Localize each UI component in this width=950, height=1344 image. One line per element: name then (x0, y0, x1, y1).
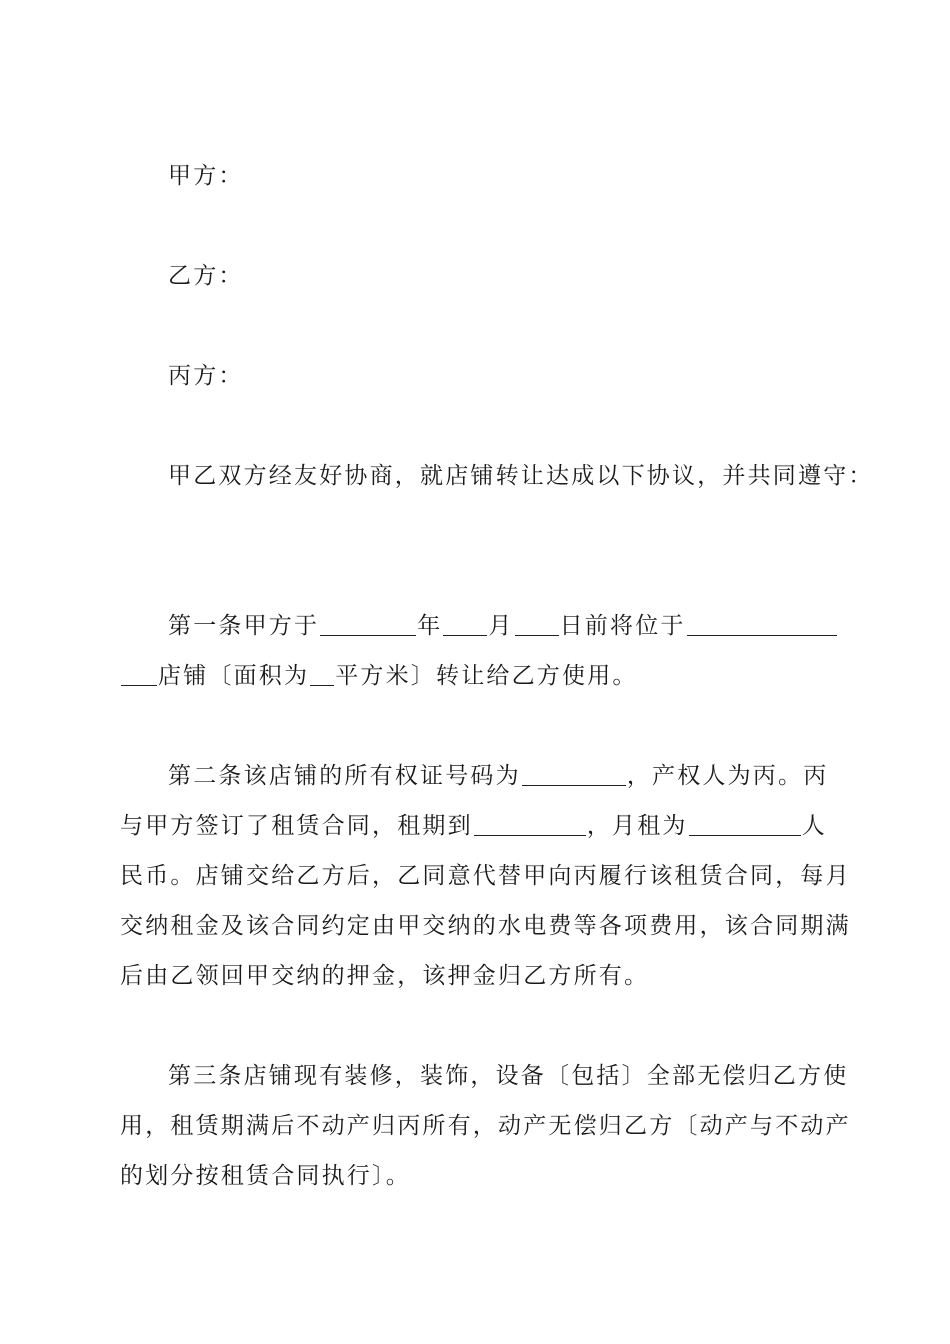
article-2-line-1 (168, 760, 840, 792)
party-b-label: 乙方： (168, 263, 244, 289)
certificate-blank (522, 763, 626, 786)
article-1-line-1 (168, 610, 840, 642)
article-2-line-3: 民币。店铺交给乙方后，乙同意代替甲向丙履行该租赁合同，每月 (120, 863, 851, 889)
article-2-line-4: 交纳租金及该合同约定由甲交纳的水电费等各项费用，该合同期满 (120, 913, 851, 939)
year-blank (320, 613, 416, 636)
location-blank (687, 613, 837, 636)
article-3-line-2: 用，租赁期满后不动产归丙所有，动产无偿归乙方〔动产与不动产 (120, 1113, 851, 1139)
article-3-line-1: 第三条店铺现有装修，装饰，设备〔包括〕全部无偿归乙方使 (168, 1063, 849, 1089)
area-label: 店铺〔面积为 (158, 663, 310, 689)
article-1-text: 第一条甲方于 (168, 613, 320, 639)
party-a-label: 甲方： (168, 163, 244, 189)
rent-label: ，月租为 (586, 813, 688, 839)
year-label: 年 (417, 613, 443, 639)
article-2-line-5: 后由乙领回甲交纳的押金，该押金归乙方所有。 (120, 963, 650, 989)
lease-term-label: 与甲方签订了租赁合同，租期到 (120, 813, 473, 839)
area-blank (310, 663, 334, 686)
party-c-label: 丙方： (168, 363, 244, 389)
owner-text: ，产权人为丙。丙 (626, 763, 829, 789)
article-2-line-2 (120, 810, 840, 842)
location-blank-cont (121, 663, 157, 686)
month-label: 月 (488, 613, 514, 639)
day-blank (515, 613, 559, 636)
article-3-line-3: 的划分按租赁合同执行〕。 (120, 1163, 411, 1189)
intro-paragraph: 甲乙双方经友好协商，就店铺转让达成以下协议，并共同遵守： (168, 463, 874, 489)
rent-blank (689, 813, 801, 836)
rent-currency-text: 人 (801, 813, 827, 839)
transfer-text: 平方米〕转让给乙方使用。 (335, 663, 638, 689)
location-label: 日前将位于 (559, 613, 686, 639)
month-blank (443, 613, 487, 636)
certificate-label: 第二条该店铺的所有权证号码为 (168, 763, 521, 789)
article-1-line-2 (120, 660, 840, 692)
lease-term-blank (474, 813, 586, 836)
